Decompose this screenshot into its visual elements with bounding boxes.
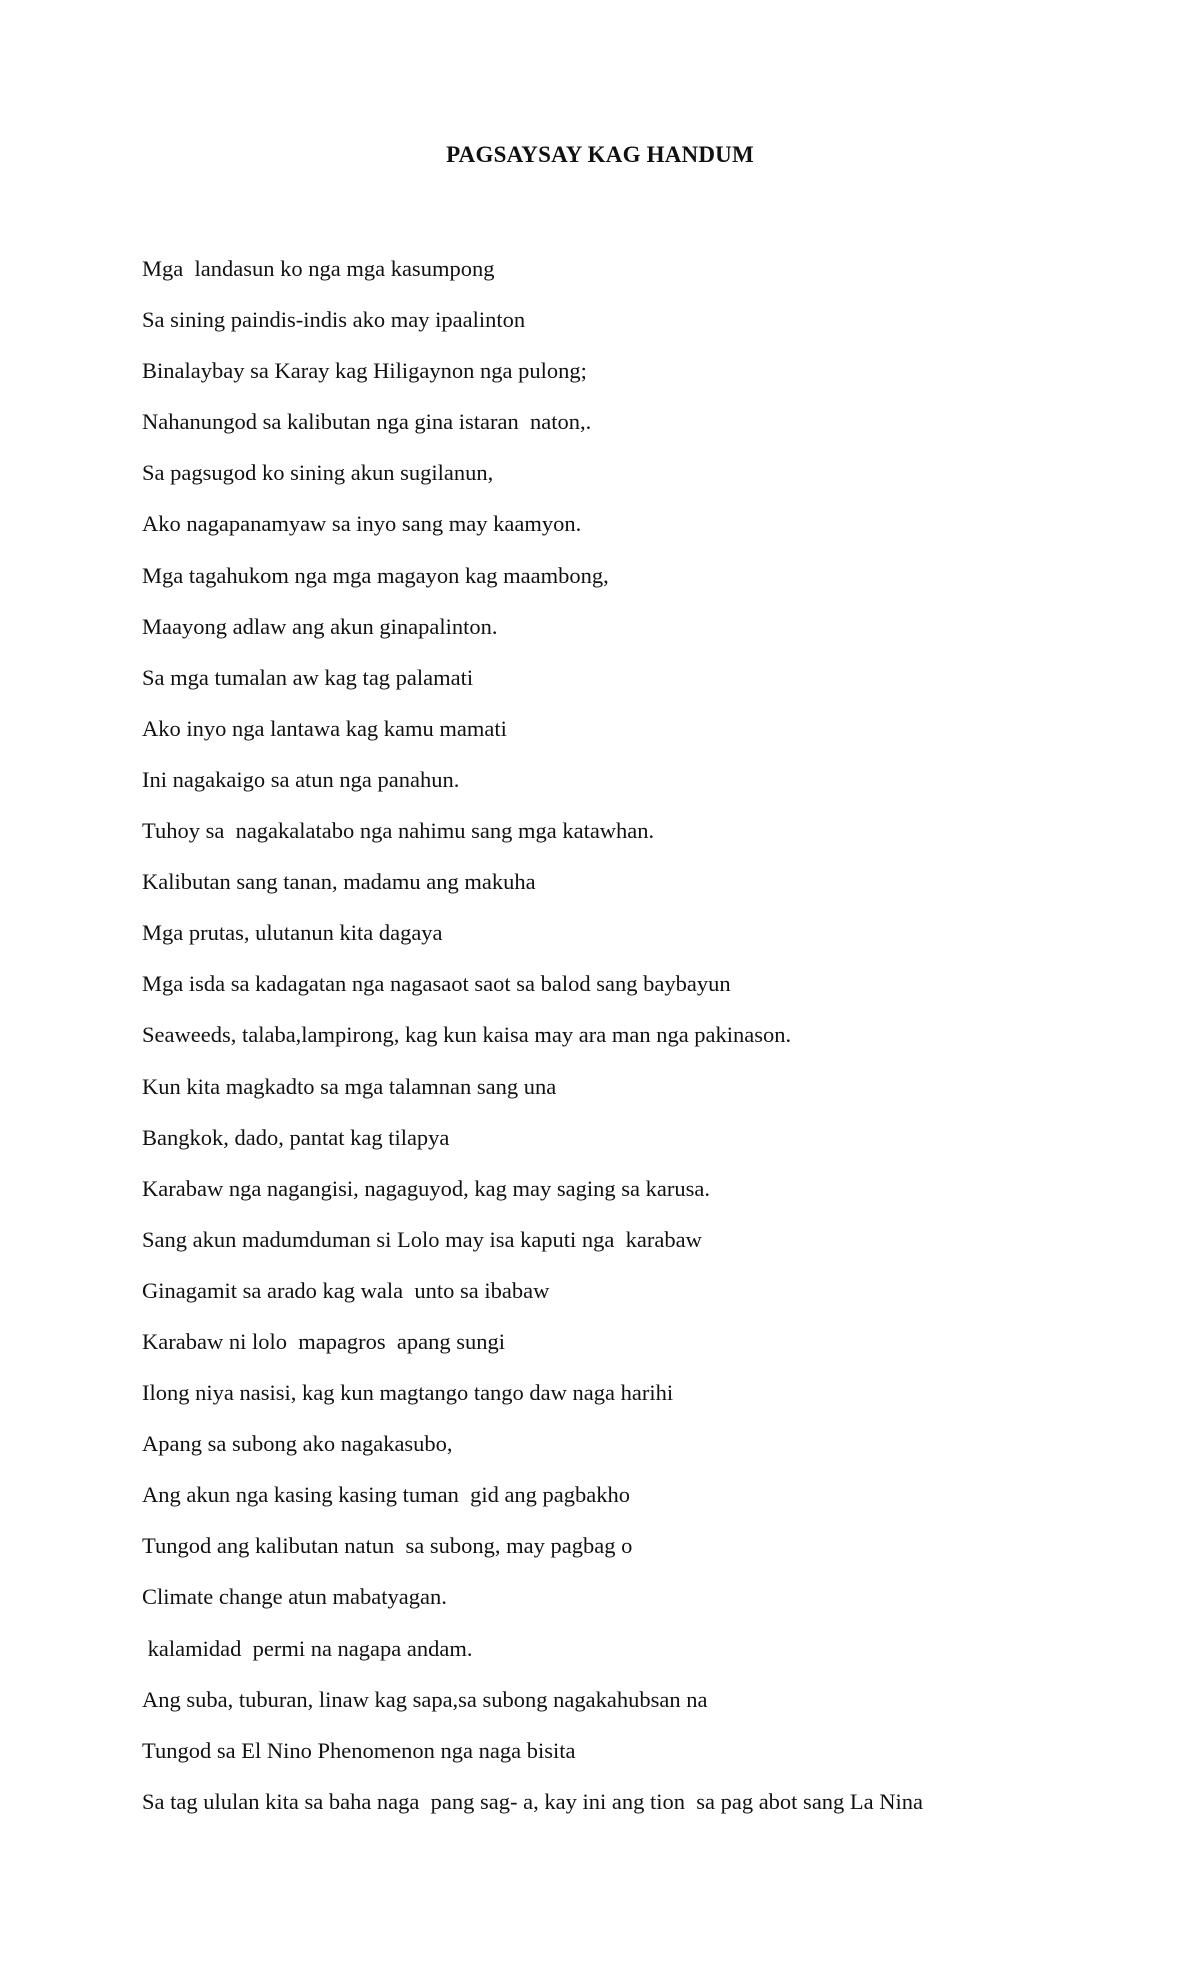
poem-line: Mga landasun ko nga mga kasumpong — [142, 256, 495, 281]
poem-line: Kalibutan sang tanan, madamu ang makuha — [142, 869, 536, 895]
poem-line: Sa sining paindis-indis ako may ipaalinton — [142, 307, 526, 333]
poem-line: Ako nagapanamyaw sa inyo sang may kaamyon. — [142, 511, 582, 537]
poem-line: Mga tagahukom nga mga magayon kag maambong, — [142, 562, 609, 588]
poem-body — [142, 243, 1142, 1827]
poem-line: Nahanungod sa kalibutan nga gina istaran naton,. — [142, 409, 592, 435]
poem-line: Sang akun madumduman si Lolo may isa kaputi nga karabaw — [142, 1226, 702, 1252]
poem-line: Karabaw ni lolo mapagros apang sungi — [142, 1328, 506, 1354]
poem-line: Tuhoy sa nagakalatabo nga nahimu sang mga katawhan. — [142, 818, 655, 844]
poem-line: Ang suba, tuburan, linaw kag sapa,sa subong nagakahubsan na — [142, 1686, 708, 1712]
poem-line: Ang akun nga kasing kasing tuman gid ang pagbakho — [142, 1482, 631, 1508]
poem-line: Maayong adlaw ang akun ginapalinton. — [142, 613, 498, 639]
poem-line: Climate change atun mabatyagan. — [142, 1584, 447, 1610]
poem-title: PAGSAYSAY KAG HANDUM — [446, 142, 754, 167]
poem-line: kalamidad permi na nagapa andam. — [142, 1635, 473, 1661]
poem-line: Binalaybay sa Karay kag Hiligaynon nga pulong; — [142, 358, 587, 384]
poem-line: Seaweeds, talaba,lampirong, kag kun kaisa may ara man nga pakinason. — [142, 1022, 792, 1048]
poem-line: Tungod sa El Nino Phenomenon nga naga bisita — [142, 1737, 576, 1763]
poem-line: Ini nagakaigo sa atun nga panahun. — [142, 766, 460, 792]
poem-line: Tungod ang kalibutan natun sa subong, may pagbag o — [142, 1533, 633, 1559]
poem-line: Kun kita magkadto sa mga talamnan sang una — [142, 1073, 557, 1099]
poem-line: Ilong niya nasisi, kag kun magtango tango daw naga harihi — [142, 1380, 674, 1406]
poem-line: Sa tag ululan kita sa baha naga pang sag- a, kay ini ang tion sa pag abot sang La Nina — [142, 1788, 924, 1814]
poem-line: Ako inyo nga lantawa kag kamu mamati — [142, 715, 507, 741]
poem-line: Karabaw nga nagangisi, nagaguyod, kag may saging sa karusa. — [142, 1175, 710, 1201]
poem-line: Bangkok, dado, pantat kag tilapya — [142, 1124, 450, 1150]
poem-line: Sa mga tumalan aw kag tag palamati — [142, 664, 474, 690]
poem-line: Apang sa subong ako nagakasubo, — [142, 1431, 453, 1457]
poem-line: Mga isda sa kadagatan nga nagasaot saot sa balod sang baybayun — [142, 971, 731, 997]
poem-line: Mga prutas, ulutanun kita dagaya — [142, 920, 443, 946]
poem-line: Ginagamit sa arado kag wala unto sa ibabaw — [142, 1277, 550, 1303]
poem-line: Sa pagsugod ko sining akun sugilanun, — [142, 460, 494, 486]
